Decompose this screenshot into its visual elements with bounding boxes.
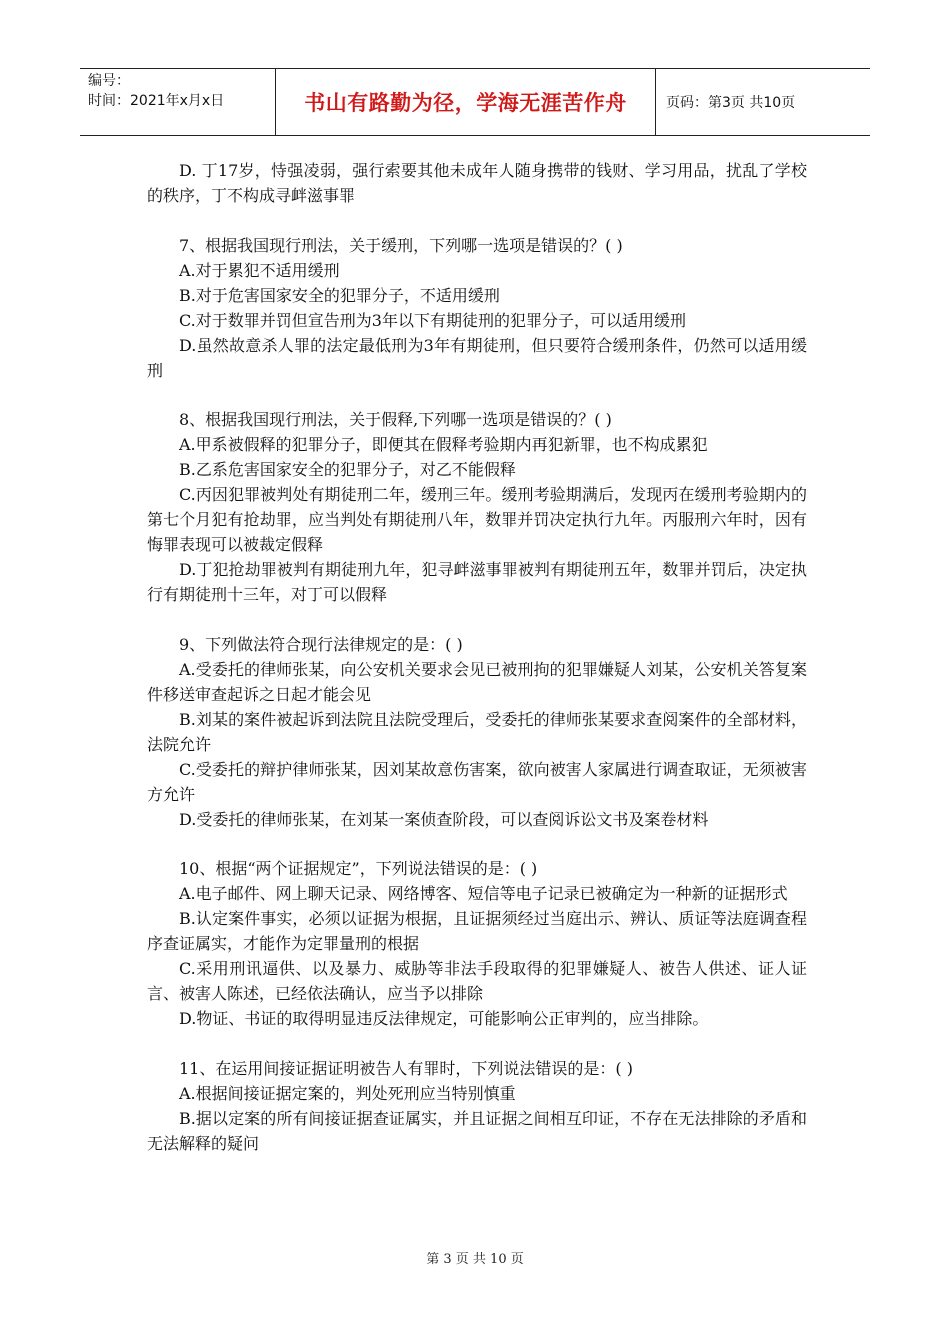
- question-stem: 7、根据我国现行刑法，关于缓刑，下列哪一选项是错误的？( ): [179, 235, 623, 255]
- answer-option: C.采用刑讯逼供、以及暴力、威胁等非法手段取得的犯罪嫌疑人、被告人供述、证人证言、被害人陈述，已经依法确认，应当予以排除: [147, 959, 807, 1003]
- answer-option: D.物证、书证的取得明显违反法律规定，可能影响公正审判的，应当排除。: [179, 1009, 709, 1028]
- document-code-label: 编号：: [88, 73, 130, 89]
- question-stem: 11、在运用间接证据证明被告人有罪时，下列说法错误的是：( ): [179, 1058, 633, 1078]
- answer-option: D.虽然故意杀人罪的法定最低刑为3年有期徒刑，但只要符合缓刑条件，仍然可以适用缓刑: [147, 335, 807, 380]
- answer-option: B.乙系危害国家安全的犯罪分子，对乙不能假释: [179, 460, 516, 479]
- answer-option: A.电子邮件、网上聊天记录、网络博客、短信等电子记录已被确定为一种新的证据形式: [179, 884, 788, 903]
- answer-option: C.受委托的辩护律师张某，因刘某故意伤害案，欲向被害人家属进行调查取证，无须被害方允许: [147, 759, 807, 804]
- document-body: [147, 158, 807, 1156]
- answer-option: B.认定案件事实，必须以证据为根据，且证据须经过当庭出示、辨认、质证等法庭调查程序查证属实，才能作为定罪量刑的根据: [147, 909, 807, 953]
- paragraph-gap: [147, 383, 807, 408]
- answer-option: B.对于危害国家安全的犯罪分子，不适用缓刑: [179, 285, 500, 305]
- answer-option: D.受委托的律师张某，在刘某一案侦查阶段，可以查阅诉讼文书及案卷材料: [179, 809, 709, 829]
- answer-option: A.受委托的律师张某，向公安机关要求会见已被刑拘的犯罪嫌疑人刘某，公安机关答复案件移送审查起诉之日起才能会见: [147, 659, 807, 704]
- header-motto: 书山有路勤为径，学海无涯苦作舟: [304, 91, 627, 115]
- header-divider: [655, 69, 656, 135]
- answer-option: C.对于数罪并罚但宣告刑为3年以下有期徒刑的犯罪分子，可以适用缓刑: [179, 310, 686, 330]
- answer-option: D. 丁17岁，恃强凌弱，强行索要其他未成年人随身携带的钱财、学习用品，扰乱了学校的秩序，丁不构成寻衅滋事罪: [147, 161, 807, 205]
- answer-option: C.丙因犯罪被判处有期徒刑二年，缓刑三年。缓刑考验期满后，发现丙在缓刑考验期内的第七个月犯有抢劫罪，应当判处有期徒刑八年，数罪并罚决定执行九年。丙服刑六年时，因有悔罪表现可以被裁定假释: [147, 485, 807, 554]
- answer-option: A.对于累犯不适用缓刑: [179, 260, 340, 280]
- answer-option: A.根据间接证据定案的，判处死刑应当特别慎重: [179, 1083, 516, 1103]
- answer-option: B.据以定案的所有间接证据查证属实，并且证据之间相互印证，不存在无法排除的矛盾和无法解释的疑问: [147, 1108, 807, 1153]
- header-page-info: 页码：第3页 共10页: [666, 95, 796, 111]
- header-meta: [88, 71, 278, 111]
- paragraph-gap: [147, 1031, 807, 1056]
- question-stem: 8、根据我国现行刑法，关于假释,下列哪一选项是错误的？( ): [179, 410, 612, 429]
- answer-option: D.丁犯抢劫罪被判有期徒刑九年，犯寻衅滋事罪被判有期徒刑五年，数罪并罚后，决定执行有期徒刑十三年，对丁可以假释: [147, 560, 807, 604]
- question-stem: 9、下列做法符合现行法律规定的是：( ): [179, 634, 463, 654]
- answer-option: A.甲系被假释的犯罪分子，即便其在假释考验期内再犯新罪，也不构成累犯: [179, 435, 708, 454]
- answer-option: B.刘某的案件被起诉到法院且法院受理后，受委托的律师张某要求查阅案件的全部材料，法院允许: [147, 709, 807, 754]
- paragraph-gap: [147, 607, 807, 632]
- paragraph-gap: [147, 208, 807, 233]
- page-header: [80, 68, 870, 136]
- document-time: 时间：2021年x月x日: [88, 93, 225, 109]
- paragraph-gap: [147, 832, 807, 857]
- question-stem: 10、根据“两个证据规定”，下列说法错误的是：( ): [179, 859, 538, 878]
- page-footer: 第 3 页 共 10 页: [426, 1252, 524, 1267]
